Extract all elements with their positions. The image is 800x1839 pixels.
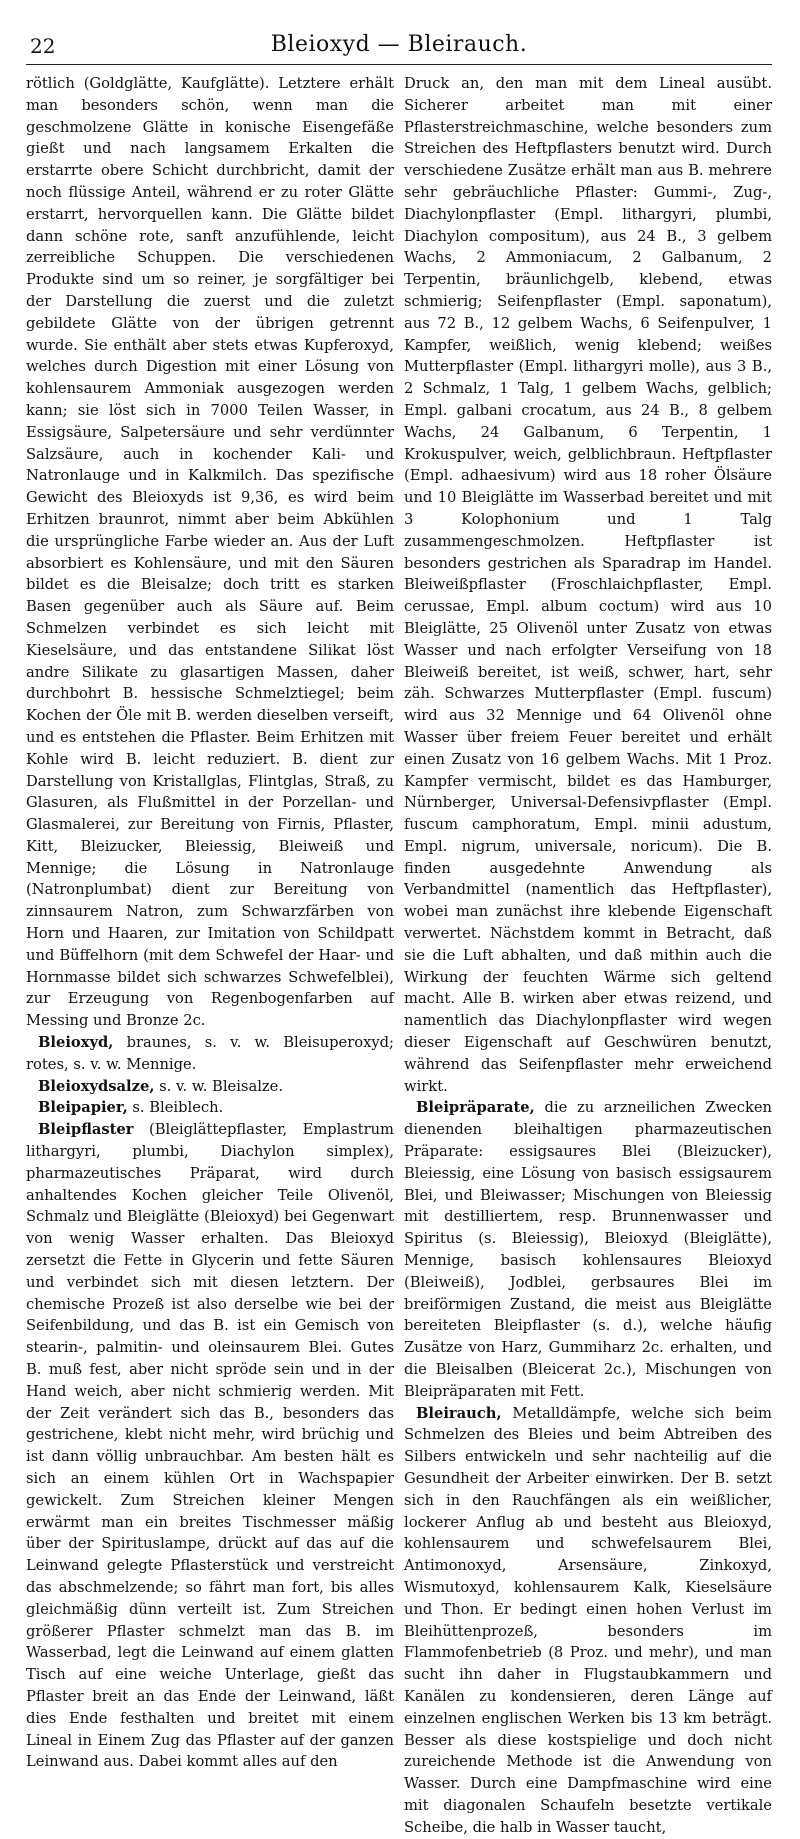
continued-text: Druck an, den man mit dem Lineal ausübt. Sicherer arbeitet man mit einer Pflasterstreichmaschine, welche besonders zum Streichen des Heftpflasters benutzt wird. Durch verschiedene Zusätze erhält man aus B. mehrere sehr gebräuchliche Pflaster: Gummi-, Zug-, Diachylonpflaster (Empl. lithargyri, plumbi, Diachylon compositum), aus 24 B., 3 gelbem Wachs, 2 Ammoniacum, 2 Galbanum, 2 Terpentin, bräunlichgelb, klebend, etwas schmierig; Seifenpflaster (Empl. saponatum), aus 72 B., 12 gelbem Wachs, 6 Seifenpulver, 1 Kampfer, weißlich, wenig klebend; weißes Mutterpflaster (Empl. lithargyri molle), aus 3 B., 2 Schmalz, 1 Talg, 1 gelbem Wachs, gelblich; Empl. galbani crocatum, aus 24 B., 8 gelbem Wachs, 24 Galbanum, 6 Terpentin, 1 Krokuspulver, weich, gelblichbraun. Heftpflaster (Empl. adhaesivum) wird aus 18 roher Ölsäure und 10 Bleiglätte im Wasserbad bereitet und mit 3 Kolophonium und 1 Talg zusammengeschmolzen. Heftpflaster ist besonders gestrichen als Sparadrap im Handel. Bleiweißpflaster (Froschlaichpflaster, Empl. cerussae, Empl. album coctum) wird aus 10 Bleiglätte, 25 Olivenöl unter Zusatz von etwas Wasser und nach erfolgter Verseifung von 18 Bleiweiß bereitet, ist weiß, schwer, hart, sehr zäh. Schwarzes Mutterpflaster (Empl. fuscum) wird aus 32 Mennige und 64 Olivenöl ohne Wasser über freiem Feuer bereitet und erhält einen Zusatz von 16 gelbem Wachs. Mit 1 Proz. Kampfer vermischt, bildet es das Hamburger, Nürnberger, Universal-Defensivpflaster (Empl. fuscum camphoratum, Empl. minii adustum, Empl. nigrum, universale, noricum). Die B. finden ausgedehnte Anwendung als Verbandmittel (namentlich das Heftpflaster), wobei man zunächst ihre klebende Eigenschaft verwertet. Nächstdem kommt in Betracht, daß sie die Luft abhalten, und daß mithin auch die Wirkung der feuchten Wärme sich geltend macht. Alle B. wirken aber etwas reizend, und namentlich das Diachylonpflaster wird wegen dieser Eigenschaft auf Geschwüren benutzt, während das Seifenpflaster mehr erweichend wirkt. — [404, 75, 772, 1095]
dictionary-entry — [404, 1097, 772, 1402]
entry-headword: Bleipapier, — [38, 1099, 128, 1117]
dictionary-entry — [26, 1032, 394, 1076]
dictionary-entry — [26, 1119, 394, 1773]
entry-text: Metalldämpfe, welche sich beim Schmelzen des Bleies und beim Abtreiben des Silbers entwickeln und sehr nachteilig auf die Gesundheit der Arbeiter einwirken. Der B. setzt sich in den Rauchfängen als ein weißlicher, lockerer Anflug ab und besteht aus Bleioxyd, kohlensaurem und schwefelsaurem Blei, Antimonoxyd, Arsensäure, Zinkoxyd, Wismutoxyd, kohlensaurem Kalk, Kieselsäure und Thon. Er bedingt einen hohen Verlust im Bleihüttenprozeß, besonders im Flammofenbetrieb (8 Proz. und mehr), und man sucht ihn daher in Flugstaubkammern und Kanälen zu kondensieren, deren Länge auf einzelnen englischen Werken bis 13 km beträgt. Besser als diese kostspielige und doch nicht zureichende Methode ist die Anwendung von Wasser. Durch eine Dampfmaschine wird eine mit diagonalen Schaufeln besetzte vertikale Scheibe, die halb in Wasser taucht, — [404, 1404, 772, 1836]
entry-headword: Bleioxyd, — [38, 1034, 114, 1052]
dictionary-entry — [404, 1403, 772, 1839]
dictionary-entry — [26, 1076, 394, 1098]
continued-text: rötlich (Goldglätte, Kaufglätte). Letztere erhält man besonders schön, wenn man die geschmolzene Glätte in konische Eisengefäße gießt und nach langsamem Erkalten die erstarrte obere Schicht durchbricht, damit der noch flüssige Anteil, während er zu roter Glätte erstarrt, hervorquellen kann. Die Glätte bildet dann schöne rote, sanft anzufühlende, leicht zerreibliche Schuppen. Die verschiedenen Produkte sind um so reiner, je sorgfältiger bei der Darstellung die zuerst und die zuletzt gebildete Glätte von der übrigen getrennt wurde. Sie enthält aber stets etwas Kupferoxyd, welches durch Digestion mit einer Lösung von kohlensaurem Ammoniak ausgezogen werden kann; sie löst sich in 7000 Teilen Wasser, in Essigsäure, Salpetersäure und sehr verdünnter Salzsäure, auch in kochender Kali- und Natronlauge und in Kalkmilch. Das spezifische Gewicht des Bleioxyds ist 9,36, es wird beim Erhitzen braunrot, nimmt aber beim Abkühlen die ursprüngliche Farbe wieder an. Aus der Luft absorbiert es Kohlensäure, und mit den Säuren bildet es die Bleisalze; doch tritt es starken Basen gegenüber auch als Säure auf. Beim Schmelzen verbindet es sich leicht mit Kieselsäure, und das entstandene Silikat löst andre Silikate zu glasartigen Massen, daher durchbohrt B. hessische Schmelztiegel; beim Kochen der Öle mit B. werden dieselben verseift, und es entstehen die Pflaster. Beim Erhitzen mit Kohle wird B. leicht reduziert. B. dient zur Darstellung von Kristallglas, Flintglas, Straß, zu Glasuren, als Flußmittel in der Porzellan- und Glasmalerei, zur Bereitung von Firnis, Pflaster, Kitt, Bleizucker, Bleiessig, Bleiweiß und Mennige; die Lösung in Natronlauge (Natronplumbat) dient zur Bereitung von zinnsaurem Natron, zum Schwarzfärben von Horn und Haaren, zur Imitation von Schildpatt und Büffelhorn (mit dem Schwefel der Haar- und Hornmasse bildet sich schwarzes Schwefelblei), zur Erzeugung von Regenbogenfarben auf Messing und Bronze 2c. — [26, 75, 394, 1030]
left-column — [26, 73, 394, 1839]
entry-headword: Bleioxydsalze, — [38, 1077, 155, 1095]
right-column — [404, 73, 772, 1839]
entry-headword: Bleipflaster — [38, 1121, 134, 1139]
page-number: 22 — [30, 34, 56, 58]
entry-text: die zu arzneilichen Zwecken dienenden bleihaltigen pharmazeutischen Präparate: essigsaures Blei (Bleizucker), Bleiessig, eine Lösung von basisch essigsaurem Blei, und Bleiwasser; Mischungen von Bleiessig mit destilliertem, resp. Brunnenwasser und Spiritus (s. Bleiessig), Bleioxyd (Bleiglätte), Mennige, basisch kohlensaures Bleioxyd (Bleiweiß), Jodblei, gerbsaures Blei im breiförmigen Zustand, die meist aus Bleiglätte bereiteten Bleipflaster (s. d.), welche häufig Zusätze von Harz, Gummiharz 2c. erhalten, und die Bleisalben (Bleicerat 2c.), Mischungen von Bleipräparaten mit Fett. — [404, 1099, 772, 1400]
page-header — [26, 30, 772, 65]
entry-text: braunes, s. v. w. Bleisuperoxyd; rotes, s. v. w. Mennige. — [26, 1034, 394, 1073]
entry-text: s. v. w. Bleisalze. — [154, 1077, 284, 1095]
entry-headword: Bleipräparate, — [416, 1099, 535, 1117]
entry-text: s. Bleiblech. — [127, 1099, 224, 1117]
text-columns — [26, 73, 772, 1839]
entry-text: (Bleiglättepflaster, Emplastrum lithargyri, plumbi, Diachylon simplex), pharmazeutisches Präparat, wird durch anhaltendes Kochen gleicher Teile Olivenöl, Schmalz und Bleiglätte (Bleioxyd) bei Gegenwart von wenig Wasser erhalten. Das Bleioxyd zersetzt die Fette in Glycerin und fette Säuren und verbindet sich mit diesen letztern. Der chemische Prozeß ist also derselbe wie bei der Seifenbildung, und das B. ist ein Gemisch von stearin-, palmitin- und oleinsaurem Blei. Gutes B. muß fest, aber nicht spröde sein und in der Hand weich, aber nicht schmierig werden. Mit der Zeit verändert sich das B., besonders das gestrichene, klebt nicht mehr, wird brüchig und ist dann völlig unbrauchbar. Am besten hält es sich an einem kühlen Ort in Wachspapier gewickelt. Zum Streichen kleiner Mengen erwärmt man ein breites Tischmesser mäßig über der Spirituslampe, drückt auf das auf die Leinwand gelegte Pflasterstück und verstreicht das abschmelzende; so fährt man fort, bis alles gleichmäßig dünn verteilt ist. Zum Streichen größerer Pflaster schmelzt man das B. im Wasserbad, legt die Leinwand auf einem glatten Tisch auf eine weiche Unterlage, gießt das Pflaster breit an das Ende der Leinwand, läßt dies Ende festhalten und breitet mit einem Lineal in Einem Zug das Pflaster auf der ganzen Leinwand aus. Dabei kommt alles auf den — [26, 1121, 394, 1771]
dictionary-entry — [26, 1097, 394, 1119]
running-title: Bleioxyd — Bleirauch. — [270, 32, 528, 57]
entry-headword: Bleirauch, — [416, 1404, 502, 1422]
